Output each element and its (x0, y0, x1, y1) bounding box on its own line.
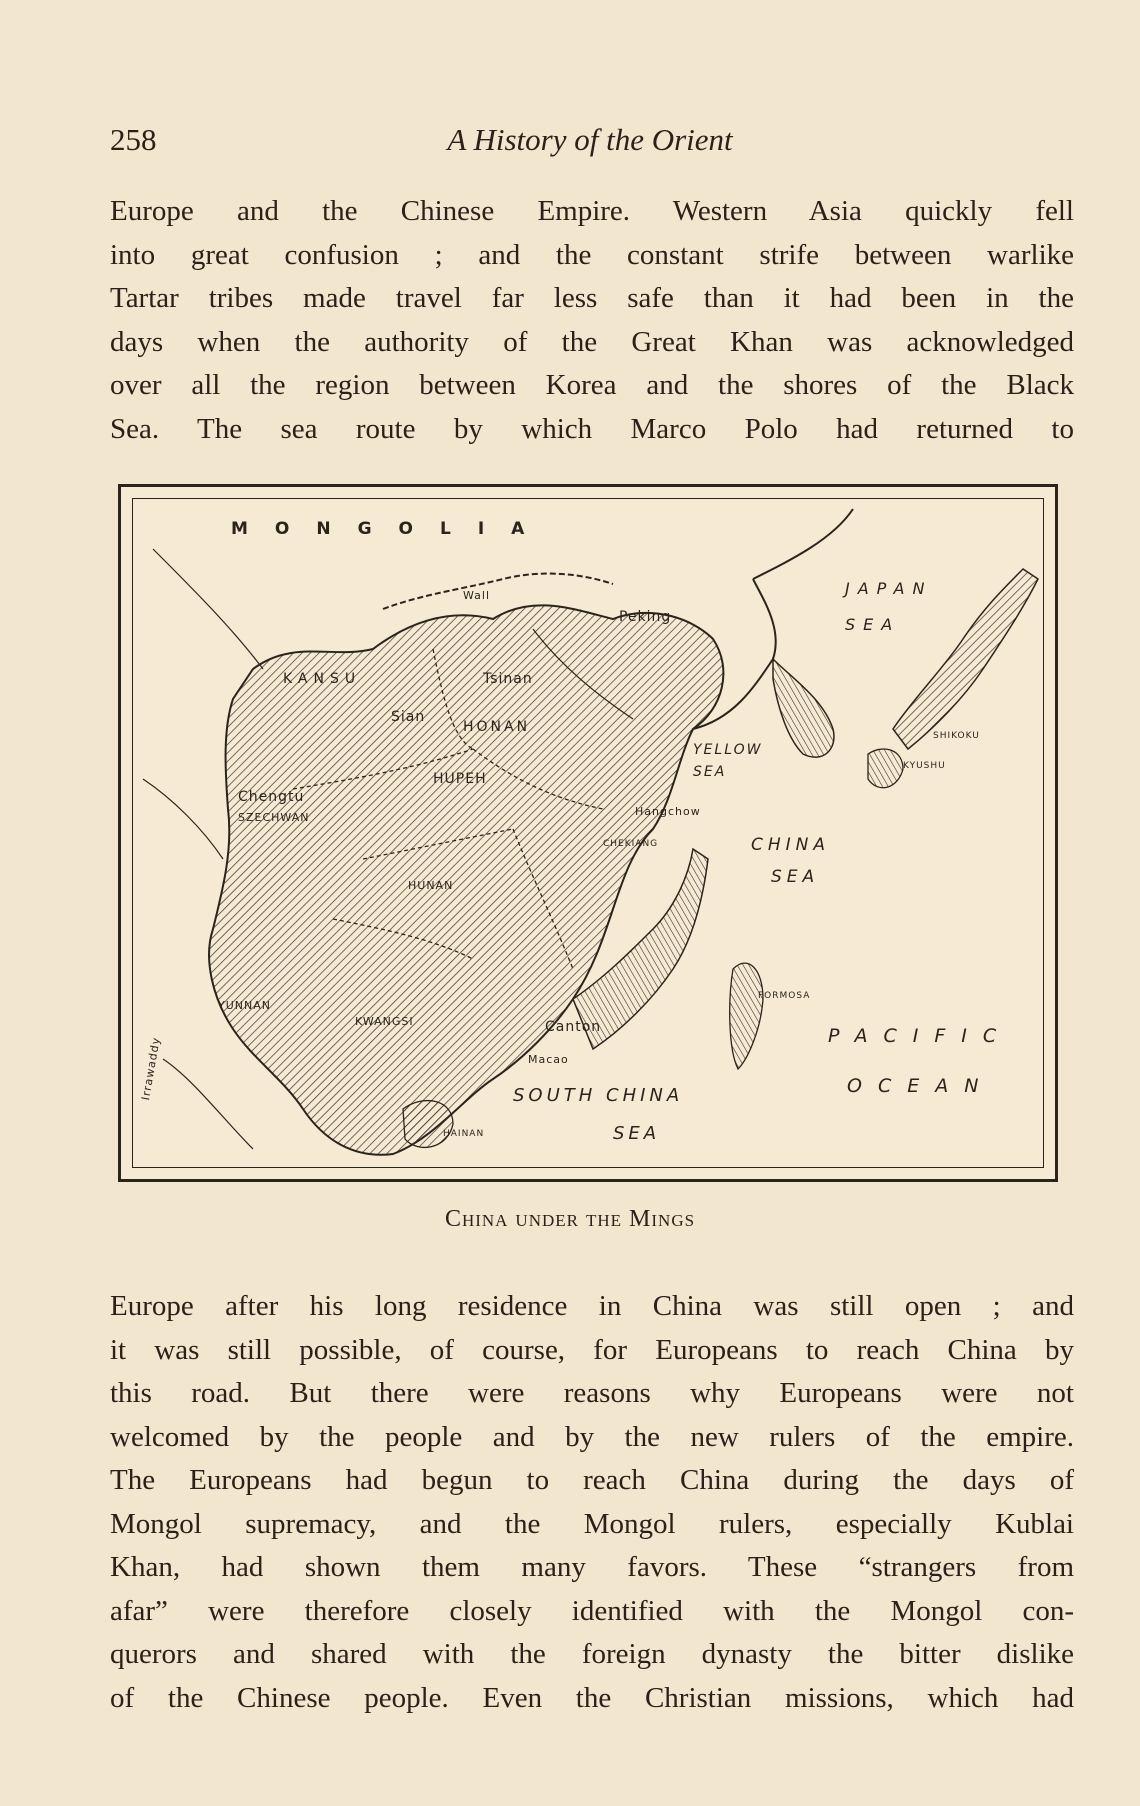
map-label-hangchow: Hangchow (635, 805, 701, 818)
map-frame (118, 484, 1058, 1182)
text-line: welcomed by the people and by the new rulers of the empire. (110, 1420, 1074, 1453)
map-label-irrawaddy: Irrawaddy (139, 1035, 163, 1102)
map-label-tsinan: Tsinan (483, 671, 533, 687)
hainan-island (403, 1101, 453, 1148)
map-label-wall: Wall (463, 589, 491, 602)
map-label-hainan: HAINAN (443, 1129, 485, 1139)
text-line: afar” were therefore closely identified with the Mongol con- (110, 1594, 1074, 1627)
text-line: Europe and the Chinese Empire. Western Asia quickly fell (110, 195, 1074, 227)
text-line: over all the region between Korea and the shores of the Black (110, 369, 1074, 401)
text-line: Khan, had shown them many favors. These “strangers from (110, 1551, 1074, 1583)
map-label-honan: HONAN (463, 719, 531, 735)
page-number: 258 (110, 122, 157, 157)
text-line: Tartar tribes made travel far less safe than it had been in the (110, 282, 1074, 314)
korea-peninsula (773, 659, 834, 757)
text-line: Mongol supremacy, and the Mongol rulers, especially Kublai (110, 1507, 1074, 1540)
map-label-yunnan: YUNNAN (218, 999, 271, 1012)
text-line: days when the authority of the Great Khan was acknowledged (110, 325, 1074, 358)
text-line: querors and shared with the foreign dynasty the bitter dislike (110, 1638, 1074, 1670)
map-label-canton: Canton (545, 1019, 602, 1035)
map-label-chengtu: Chengtu (238, 789, 305, 805)
map-label-china-sea-word: SEA (771, 867, 820, 887)
figure-caption: China under the Mings (444, 1206, 696, 1232)
map-label-china-sea (751, 829, 830, 893)
kyushu-island (868, 749, 903, 788)
map-figure (118, 484, 1058, 1184)
map-label-japan-sea (845, 571, 965, 643)
map-label-hunan: HUNAN (408, 879, 454, 892)
map-label-south-china: SOUTH CHINA (513, 1085, 684, 1106)
text-line: it was still possible, of course, for Europeans to reach China by (110, 1333, 1074, 1366)
map-label-yellow: YELLOW (693, 742, 763, 758)
map-label-chekiang: CHEKIANG (603, 839, 659, 849)
map-label-formosa: FORMOSA (758, 991, 811, 1001)
map-label-mongolia: MONGOLIA (231, 519, 552, 539)
running-title: A History of the Orient (447, 122, 733, 157)
ming-empire-region (209, 605, 723, 1154)
map-label-south-china-sea-word: SEA (613, 1123, 661, 1144)
great-wall (383, 574, 613, 609)
map-label-peking: Peking (619, 609, 672, 625)
map-label-japan: JAPAN (845, 579, 933, 598)
map-label-yellow-sea-word: SEA (693, 764, 727, 780)
text-line: this road. But there were reasons why Europeans were not (110, 1377, 1074, 1409)
map-label-macao: Macao (528, 1053, 569, 1066)
text-line: Sea. The sea route by which Marco Polo had returned to (110, 412, 1074, 445)
map-label-hupeh: HUPEH (433, 771, 487, 787)
text-line: The Europeans had begun to reach China during the days of (110, 1464, 1074, 1496)
text-line: of the Chinese people. Even the Christian missions, which had (110, 1681, 1074, 1714)
map-label-sian: Sian (391, 709, 426, 725)
map-of-china (132, 498, 1044, 1168)
map-label-japan-sea-word: SEA (845, 615, 901, 634)
map-label-shikoku: SHIKOKU (933, 731, 980, 741)
map-label-szechwan: SZECHWAN (238, 811, 310, 824)
text-line: Europe after his long residence in China was still open ; and (110, 1290, 1074, 1322)
map-label-kyushu: KYUSHU (903, 761, 946, 771)
map-label-pacific: PACIFIC (828, 1025, 1013, 1047)
map-label-china: CHINA (751, 835, 831, 855)
running-head (110, 122, 1070, 166)
paragraph-top (110, 190, 1074, 451)
paragraph-bottom (110, 1285, 1074, 1720)
map-label-kwangsi: KWANGSI (355, 1015, 414, 1028)
map-label-yellow-sea (693, 739, 762, 783)
text-line: into great confusion ; and the constant strife between warlike (110, 238, 1074, 271)
formosa-island (730, 963, 763, 1069)
map-label-ocean: OCEAN (847, 1075, 995, 1097)
map-label-kansu: KANSU (283, 671, 362, 687)
